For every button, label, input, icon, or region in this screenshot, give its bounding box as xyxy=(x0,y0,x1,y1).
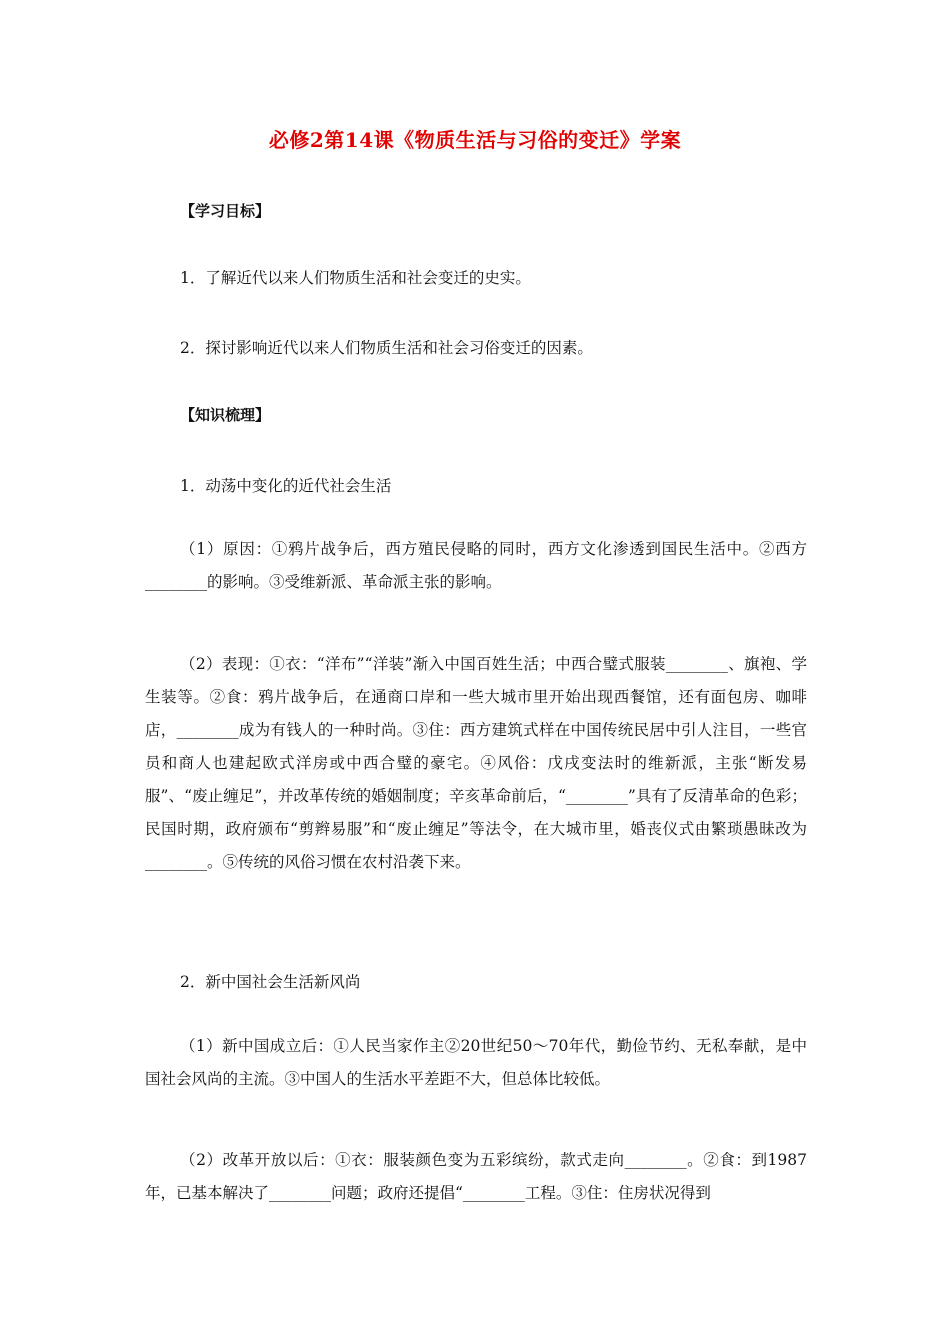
page-title: 必修2第14课《物质生活与习俗的变迁》学案 xyxy=(268,128,682,152)
objective-item: 1．了解近代以来人们物质生活和社会变迁的史实。 xyxy=(180,269,531,287)
part1-paragraph-cause: （1）原因：①鸦片战争后，西方殖民侵略的同时，西方文化渗透到国民生活中。②西方________的影响。③受维新派、革命派主张的影响。 xyxy=(145,540,807,591)
part1-paragraph-manifestation: （2）表现：①衣：“洋布”“洋装”渐入中国百姓生活；中西合璧式服装________、旗袍、学生装等。②食：鸦片战争后，在通商口岸和一些大城市里开始出现西餐馆，还有面包房、咖啡店，________成为有钱人的一种时尚。③住：西方建筑式样在中国传统民居中引人注目，一些官员和商人也建起欧式洋房或中西合璧的豪宅。④风俗：戊戌变法时的维新派，主张“断发易服”、“废止缠足”，并改革传统的婚姻制度；辛亥革命前后，“________”具有了反清革命的色彩；民国时期，政府颁布“剪辫易服”和“废止缠足”等法令，在大城市里，婚丧仪式由繁琐愚昧改为________。⑤传统的风俗习惯在农村沿袭下来。 xyxy=(145,655,807,871)
section-heading-objectives: 【学习目标】 xyxy=(180,202,271,220)
part1-title: 1．动荡中变化的近代社会生活 xyxy=(180,477,392,495)
objective-item: 2．探讨影响近代以来人们物质生活和社会习俗变迁的因素。 xyxy=(180,339,593,357)
part2-paragraph-founding: （1）新中国成立后：①人民当家作主②20世纪50～70年代，勤俭节约、无私奉献，是中国社会风尚的主流。③中国人的生活水平差距不大，但总体比较低。 xyxy=(145,1037,807,1088)
part2-title: 2．新中国社会生活新风尚 xyxy=(180,973,361,991)
part2-paragraph-reform: （2）改革开放以后：①衣：服装颜色变为五彩缤纷，款式走向________。②食：到1987年，已基本解决了________问题；政府还提倡“________工程。③住：住房状况得到 xyxy=(145,1151,807,1202)
section-heading-knowledge: 【知识梳理】 xyxy=(180,406,271,424)
